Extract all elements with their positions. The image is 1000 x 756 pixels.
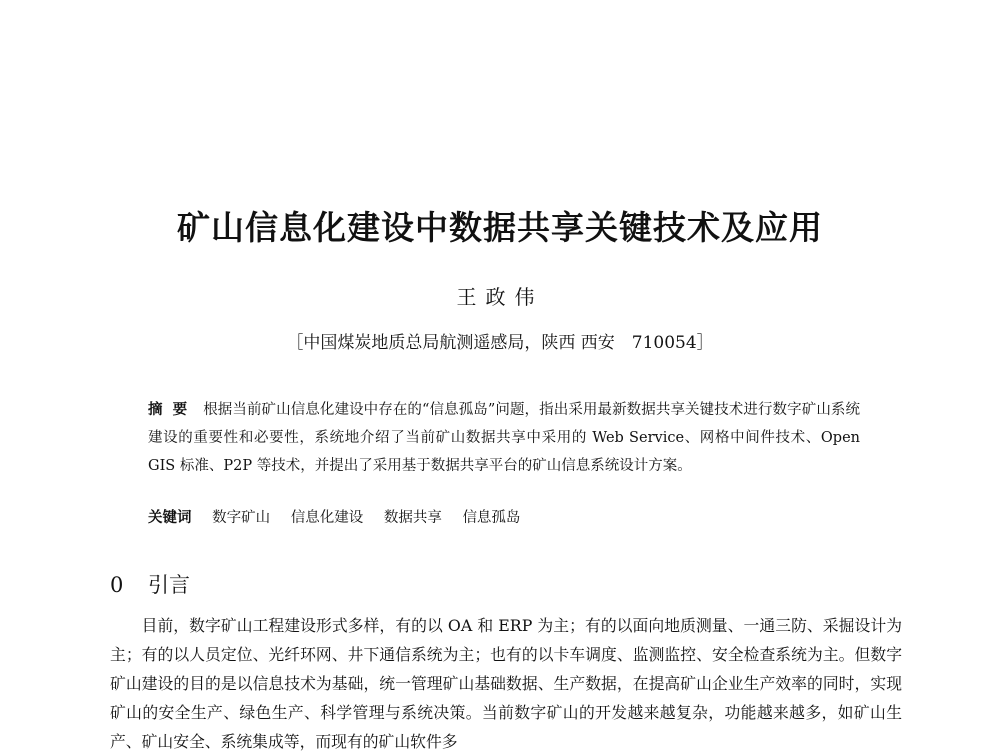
- paper-title: 矿山信息化建设中数据共享关键技术及应用: [177, 208, 823, 247]
- keywords-label: 关键词: [148, 510, 192, 526]
- section-number: 0: [110, 573, 124, 597]
- keyword-item: 数字矿山: [212, 510, 271, 526]
- author-affiliation: ［中国煤炭地质总局航测遥感局，陕西 西安 710054］: [286, 333, 714, 353]
- keyword-item: 信息孤岛: [462, 510, 521, 526]
- abstract: [148, 396, 860, 480]
- abstract-label: 摘要: [148, 402, 198, 418]
- body-paragraph: 目前，数字矿山工程建设形式多样，有的以 OA 和 ERP 为主；有的以面向地质测量、一通三防、采掘设计为主；有的以人员定位、光纤环网、井下通信系统为主；也有的以卡车调度、监测监控、安全检查系统为主。但数字矿山建设的目的是以信息技术为基础，统一管理矿山基础数据、生产数据，在提高矿山企业生产效率的同时，实现矿山的安全生产、绿色生产、科学管理与系统决策。当前数字矿山的开发越来越复杂，功能越来越多，如矿山生产、矿山安全、系统集成等，而现有的矿山软件多: [110, 616, 902, 751]
- section-title: 引言: [148, 573, 190, 597]
- keyword-item: 数据共享: [383, 510, 442, 526]
- abstract-text: 根据当前矿山信息化建设中存在的“信息孤岛”问题，指出采用最新数据共享关键技术进行数字矿山系统建设的重要性和必要性，系统地介绍了当前矿山数据共享中采用的 Web Service、网格中间件技术、Open GIS 标准、P2P 等技术，并提出了采用基于数据共享平台的矿山信息系统设计方案。: [148, 402, 861, 474]
- author-name: 王政伟: [456, 285, 544, 309]
- keyword-item: 信息化建设: [290, 510, 364, 526]
- section-heading: [110, 570, 190, 600]
- keywords: [148, 504, 536, 532]
